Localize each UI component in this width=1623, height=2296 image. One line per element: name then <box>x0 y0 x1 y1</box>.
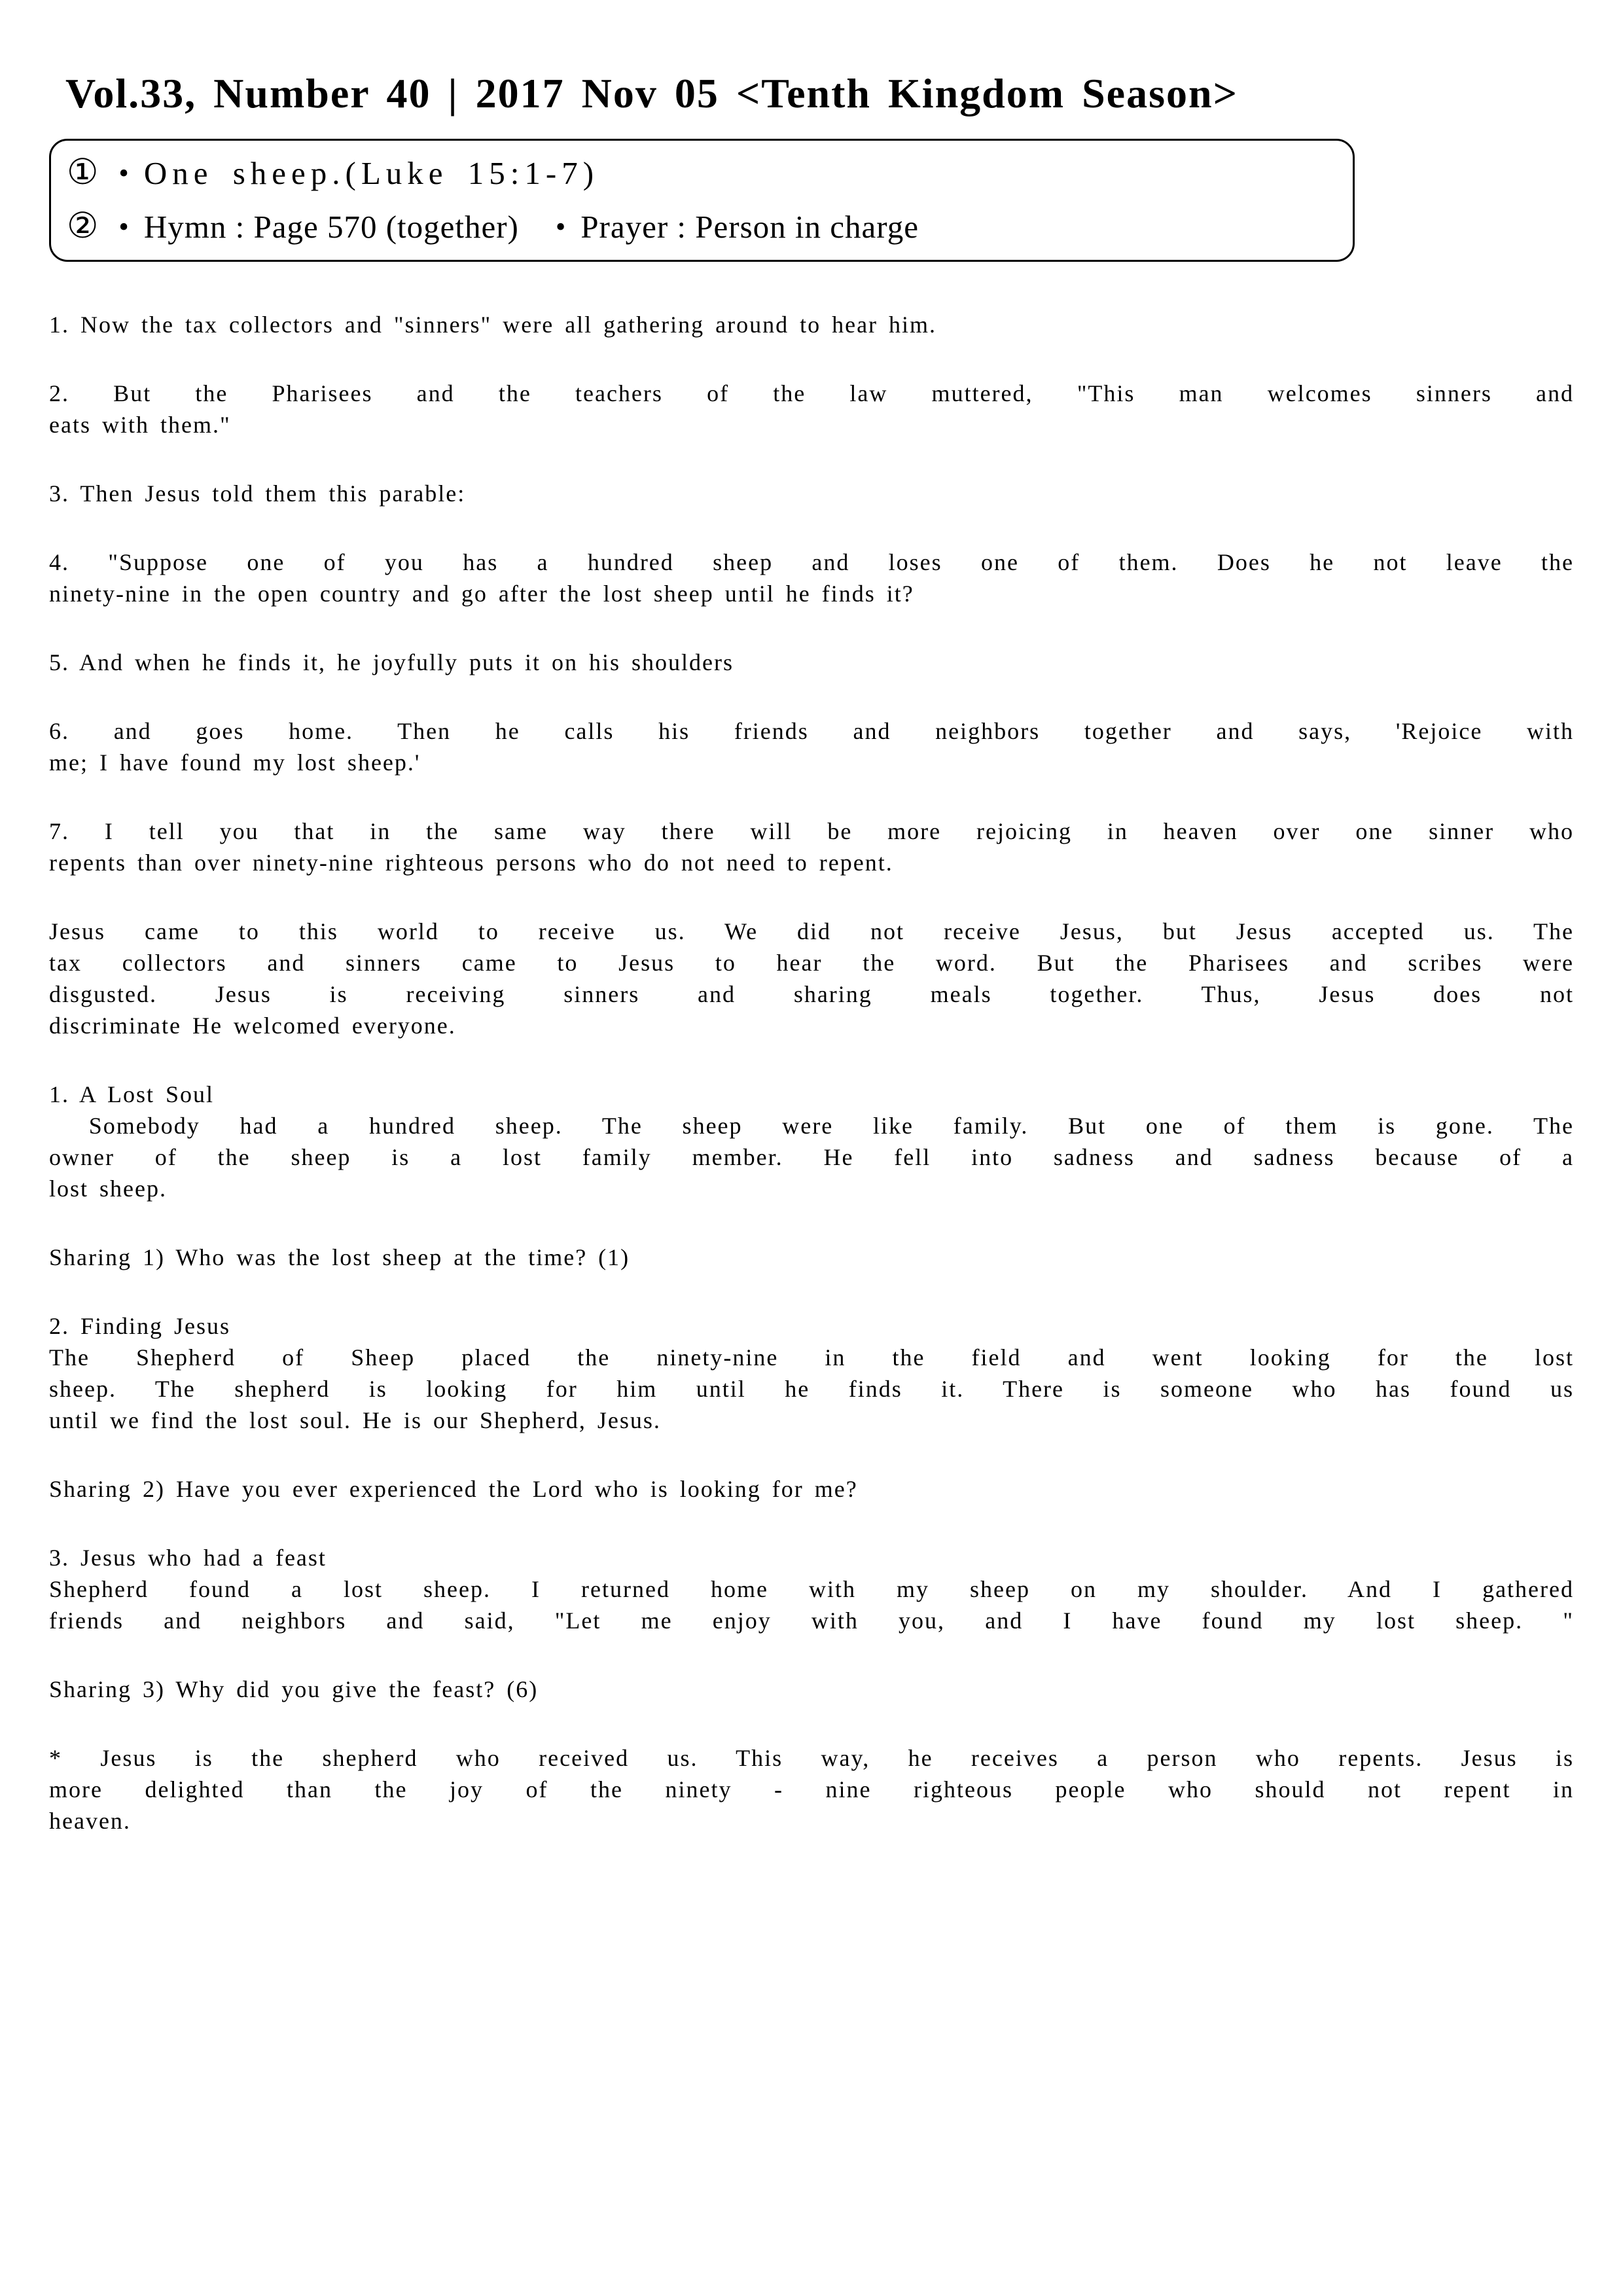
paragraph <box>49 1242 1574 1273</box>
paragraph-line: Shepherd found a lost sheep. I returned home with my sheep on my shoulder. And I gathered <box>49 1576 1574 1602</box>
paragraph <box>49 1079 1574 1204</box>
paragraph-line: 2. But the Pharisees and the teachers of the law muttered, "This man welcomes sinners and <box>49 380 1574 406</box>
paragraph-line: Jesus came to this world to receive us. We did not receive Jesus, but Jesus accepted us. The <box>49 918 1574 944</box>
circled-number-1-icon: ① <box>67 151 99 192</box>
paragraph <box>49 1473 1574 1505</box>
paragraph-line: eats with them." <box>49 412 231 438</box>
paragraph <box>49 378 1574 440</box>
paragraph <box>49 1310 1574 1436</box>
paragraph <box>49 547 1574 609</box>
paragraph-line: 3. Jesus who had a feast <box>49 1545 327 1571</box>
page-title: Vol.33, Number 40 | 2017 Nov 05 <Tenth Kingdom Season> <box>65 70 1239 117</box>
bullet-icon: • <box>118 211 130 243</box>
paragraph <box>49 1542 1574 1636</box>
paragraph-line: heaven. <box>49 1808 131 1834</box>
notice-line-1-text: One sheep.(Luke 15:1-7) <box>143 155 599 191</box>
paragraph-line: owner of the sheep is a lost family member. He fell into sadness and sadness because of a <box>49 1144 1574 1170</box>
paragraph-line: lost sheep. <box>49 1175 167 1202</box>
bullet-icon: • <box>555 211 567 243</box>
paragraph-line: The Shepherd of Sheep placed the ninety-nine in the field and went looking for the lost <box>49 1344 1574 1371</box>
paragraph-line: 7. I tell you that in the same way there will be more rejoicing in heaven over one sinner who <box>49 818 1574 844</box>
notice-prayer-text: Prayer : Person in charge <box>580 209 919 245</box>
paragraph-line: ninety-nine in the open country and go after the lost sheep until he finds it? <box>49 581 914 607</box>
paragraph-line: 2. Finding Jesus <box>49 1313 231 1339</box>
paragraph-line: Sharing 3) Why did you give the feast? (6) <box>49 1676 539 1702</box>
paragraph-line: 5. And when he finds it, he joyfully puts it on his shoulders <box>49 649 734 675</box>
bullet-icon: • <box>118 157 130 189</box>
paragraph-line: 4. "Suppose one of you has a hundred sheep and loses one of them. Does he not leave the <box>49 549 1574 575</box>
paragraph-line: until we find the lost soul. He is our Shepherd, Jesus. <box>49 1407 661 1433</box>
paragraph-line: disgusted. Jesus is receiving sinners and sharing meals together. Thus, Jesus does not <box>49 981 1574 1007</box>
paragraph-line: more delighted than the joy of the ninety - nine righteous people who should not repent in <box>49 1776 1574 1803</box>
paragraph <box>49 309 1574 340</box>
paragraph-line: * Jesus is the shepherd who received us. This way, he receives a person who repents. Jesus is <box>49 1745 1574 1771</box>
paragraph-line: discriminate He welcomed everyone. <box>49 1013 456 1039</box>
paragraph <box>49 647 1574 678</box>
paragraph-line: 1. A Lost Soul <box>49 1081 215 1107</box>
paragraph-line: Somebody had a hundred sheep. The sheep were like family. But one of them is gone. The <box>49 1113 1574 1139</box>
paragraph-line: Sharing 1) Who was the lost sheep at the time? (1) <box>49 1244 630 1270</box>
paragraph-line: 3. Then Jesus told them this parable: <box>49 480 466 507</box>
paragraph-line: 1. Now the tax collectors and "sinners" were all gathering around to hear him. <box>49 312 937 338</box>
notice-box <box>49 139 1355 262</box>
paragraph <box>49 816 1574 878</box>
document-body <box>49 309 1574 1837</box>
paragraph-line: repents than over ninety-nine righteous persons who do not need to repent. <box>49 850 893 876</box>
paragraph <box>49 916 1574 1041</box>
paragraph-line: Sharing 2) Have you ever experienced the Lord who is looking for me? <box>49 1476 858 1502</box>
circled-number-2-icon: ② <box>67 205 99 246</box>
paragraph-line: me; I have found my lost sheep.' <box>49 749 421 776</box>
paragraph <box>49 1674 1574 1705</box>
notice-line-1 <box>67 146 1340 200</box>
paragraph <box>49 478 1574 509</box>
paragraph-line: sheep. The shepherd is looking for him until he finds it. There is someone who has found us <box>49 1376 1574 1402</box>
paragraph <box>49 1742 1574 1837</box>
paragraph-line: tax collectors and sinners came to Jesus to hear the word. But the Pharisees and scribes were <box>49 950 1574 976</box>
paragraph-line: friends and neighbors and said, "Let me enjoy with you, and I have found my lost sheep. " <box>49 1607 1574 1634</box>
notice-hymn-text: Hymn : Page 570 (together) <box>143 209 519 245</box>
notice-line-2 <box>67 200 1340 253</box>
paragraph-line: 6. and goes home. Then he calls his friends and neighbors together and says, 'Rejoice with <box>49 718 1574 744</box>
paragraph <box>49 715 1574 778</box>
